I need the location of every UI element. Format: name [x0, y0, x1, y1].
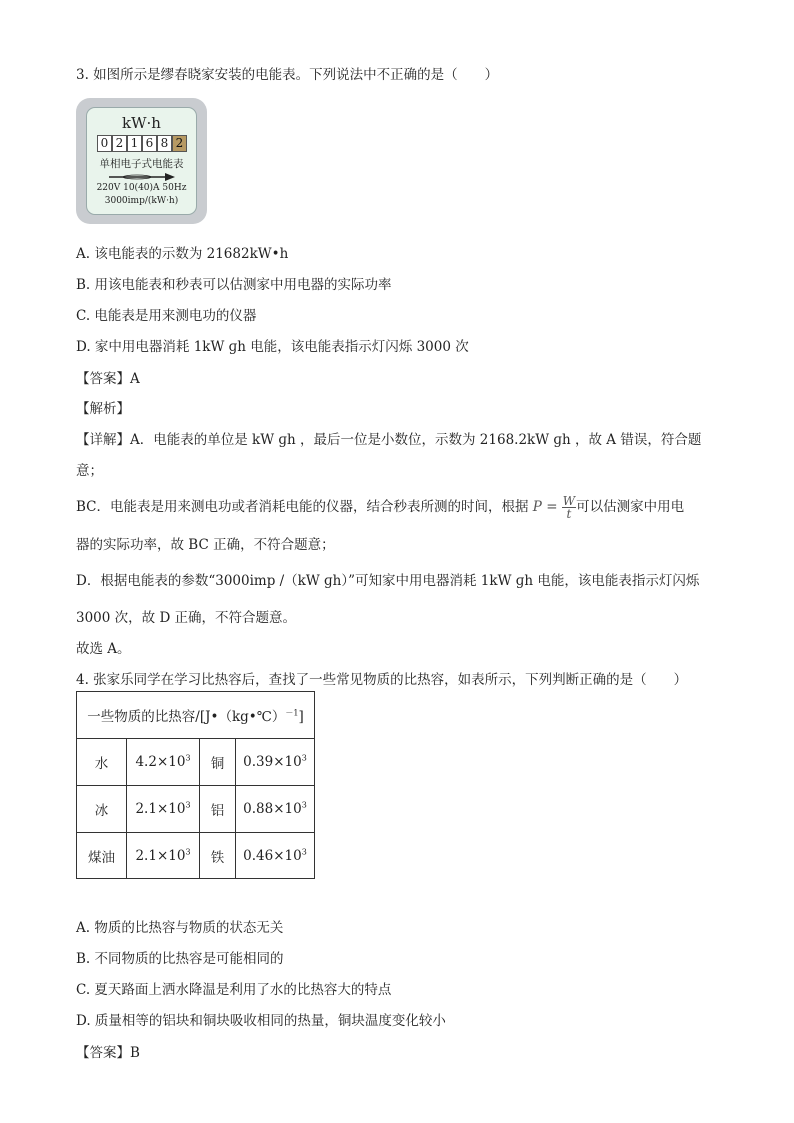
q3-option-a: A. 该电能表的示数为 21682kW•h: [76, 246, 289, 262]
meter-digit: 2: [112, 135, 127, 152]
q3-detail-2a: [76, 495, 684, 520]
value-exp: 3: [301, 800, 307, 810]
meter-unit: kW·h: [122, 114, 161, 132]
answer-tag: 【答案】: [76, 371, 130, 387]
q3-answer: A: [130, 371, 140, 387]
value-text: 2.1×10: [135, 847, 186, 864]
q3-option-b: B. 用该电能表和秒表可以估测家中用电器的实际功率: [76, 277, 392, 293]
q4-option-a: A. 物质的比热容与物质的状态无关: [76, 920, 284, 936]
q4-answer-line: [76, 1041, 140, 1061]
table-row: [77, 833, 315, 879]
meter-digits: [97, 135, 187, 152]
value-cell: [127, 739, 200, 786]
table-row: [77, 739, 315, 786]
q3-option-c: C. 电能表是用来测电功的仪器: [76, 308, 257, 324]
substance-cell: 冰: [77, 786, 127, 833]
formula-fraction: [562, 495, 576, 520]
table-header-close: ]: [298, 709, 304, 725]
substance-cell: 铜: [200, 739, 236, 786]
value-text: 4.2×10: [135, 754, 186, 770]
electric-meter-image: [76, 98, 207, 224]
detail-2a-pre: BC．电能表是用来测电功或者消耗电能的仪器，结合秒表所测的时间，根据: [76, 499, 529, 515]
analysis-tag: [76, 397, 130, 417]
value-text: 0.46×10: [243, 847, 302, 864]
table-header: [77, 692, 315, 739]
q3-detail-1a: [76, 428, 701, 448]
detail-2a-post: 可以估测家中用电: [576, 499, 685, 515]
value-exp: 3: [185, 753, 191, 763]
arrow-icon: [107, 173, 177, 181]
value-cell: [236, 739, 315, 786]
substance-cell: 铁: [200, 833, 236, 879]
meter-type: 单相电子式电能表: [99, 158, 184, 170]
value-cell: [236, 786, 315, 833]
value-text: 0.88×10: [243, 801, 302, 817]
value-exp: 3: [301, 847, 307, 856]
meter-digit-decimal: 2: [172, 135, 187, 152]
specific-heat-table: [76, 691, 315, 879]
meter-digit: 6: [142, 135, 157, 152]
q4-option-d: D. 质量相等的铝块和铜块吸收相同的热量，铜块温度变化较小: [76, 1013, 446, 1029]
formula-numerator: W: [562, 494, 576, 508]
meter-digit: 1: [127, 135, 142, 152]
q3-detail-3b: 3000 次，故 D 正确，不符合题意。: [76, 610, 297, 626]
formula-eq: =: [546, 499, 558, 515]
value-text: 2.1×10: [135, 801, 186, 817]
value-exp: 3: [301, 753, 307, 763]
detail-tag: 【详解】: [76, 432, 130, 448]
value-exp: 3: [185, 800, 191, 810]
q3-stem: 3. 如图所示是缪春晓家安装的电能表。下列说法中不正确的是（ ）: [76, 67, 499, 83]
value-cell: [236, 833, 315, 879]
formula-lhs: P: [532, 499, 542, 515]
q3-answer-line: [76, 367, 140, 387]
q4-stem: 4. 张家乐同学在学习比热容后，查找了一些常见物质的比热容，如表所示，下列判断正确的是（ ）: [76, 672, 688, 688]
meter-digit: 0: [97, 135, 112, 152]
q3-detail-1b: 意；: [76, 463, 103, 479]
q3-detail-3a: D．根据电能表的参数“3000imp /（kW ɡh）”可知家中用电器消耗 1kW ɡh 电能，该电能表指示灯闪烁: [76, 573, 700, 589]
value-cell: [127, 833, 200, 879]
q3-option-d: D. 家中用电器消耗 1kW ɡh 电能，该电能表指示灯闪烁 3000 次: [76, 339, 469, 355]
table-header-text: 一些物质的比热容/[J•（kg•℃）: [87, 709, 286, 725]
meter-spec-constant: 3000imp/(kW·h): [104, 196, 179, 206]
formula-denominator: t: [566, 507, 572, 521]
value-exp: 3: [185, 847, 191, 856]
substance-cell: 铝: [200, 786, 236, 833]
table-header-exp: －1: [285, 708, 299, 718]
q3-detail-2b: 器的实际功率，故 BC 正确，不符合题意；: [76, 537, 335, 553]
value-text: 0.39×10: [243, 754, 302, 770]
detail-1a-text: A．电能表的单位是 kW ɡh ，最后一位是小数位，示数为 2168.2kW ɡh ，故 A 错误，符合题: [130, 432, 702, 448]
q4-answer: B: [130, 1045, 140, 1061]
analysis-tag-text: 【解析】: [76, 401, 130, 417]
meter-digit: 8: [157, 135, 172, 152]
q4-option-c: C. 夏天路面上洒水降温是利用了水的比热容大的特点: [76, 982, 392, 998]
value-cell: [127, 786, 200, 833]
substance-cell: 水: [77, 739, 127, 786]
table-header-row: [77, 692, 315, 739]
meter-spec-rating: 220V 10(40)A 50Hz: [96, 183, 187, 193]
table-row: [77, 786, 315, 833]
substance-cell: 煤油: [77, 833, 127, 879]
q4-option-b: B. 不同物质的比热容是可能相同的: [76, 951, 284, 967]
meter-face: [86, 107, 197, 215]
answer-tag: 【答案】: [76, 1045, 130, 1061]
q3-conclusion: 故选 A。: [76, 641, 131, 657]
